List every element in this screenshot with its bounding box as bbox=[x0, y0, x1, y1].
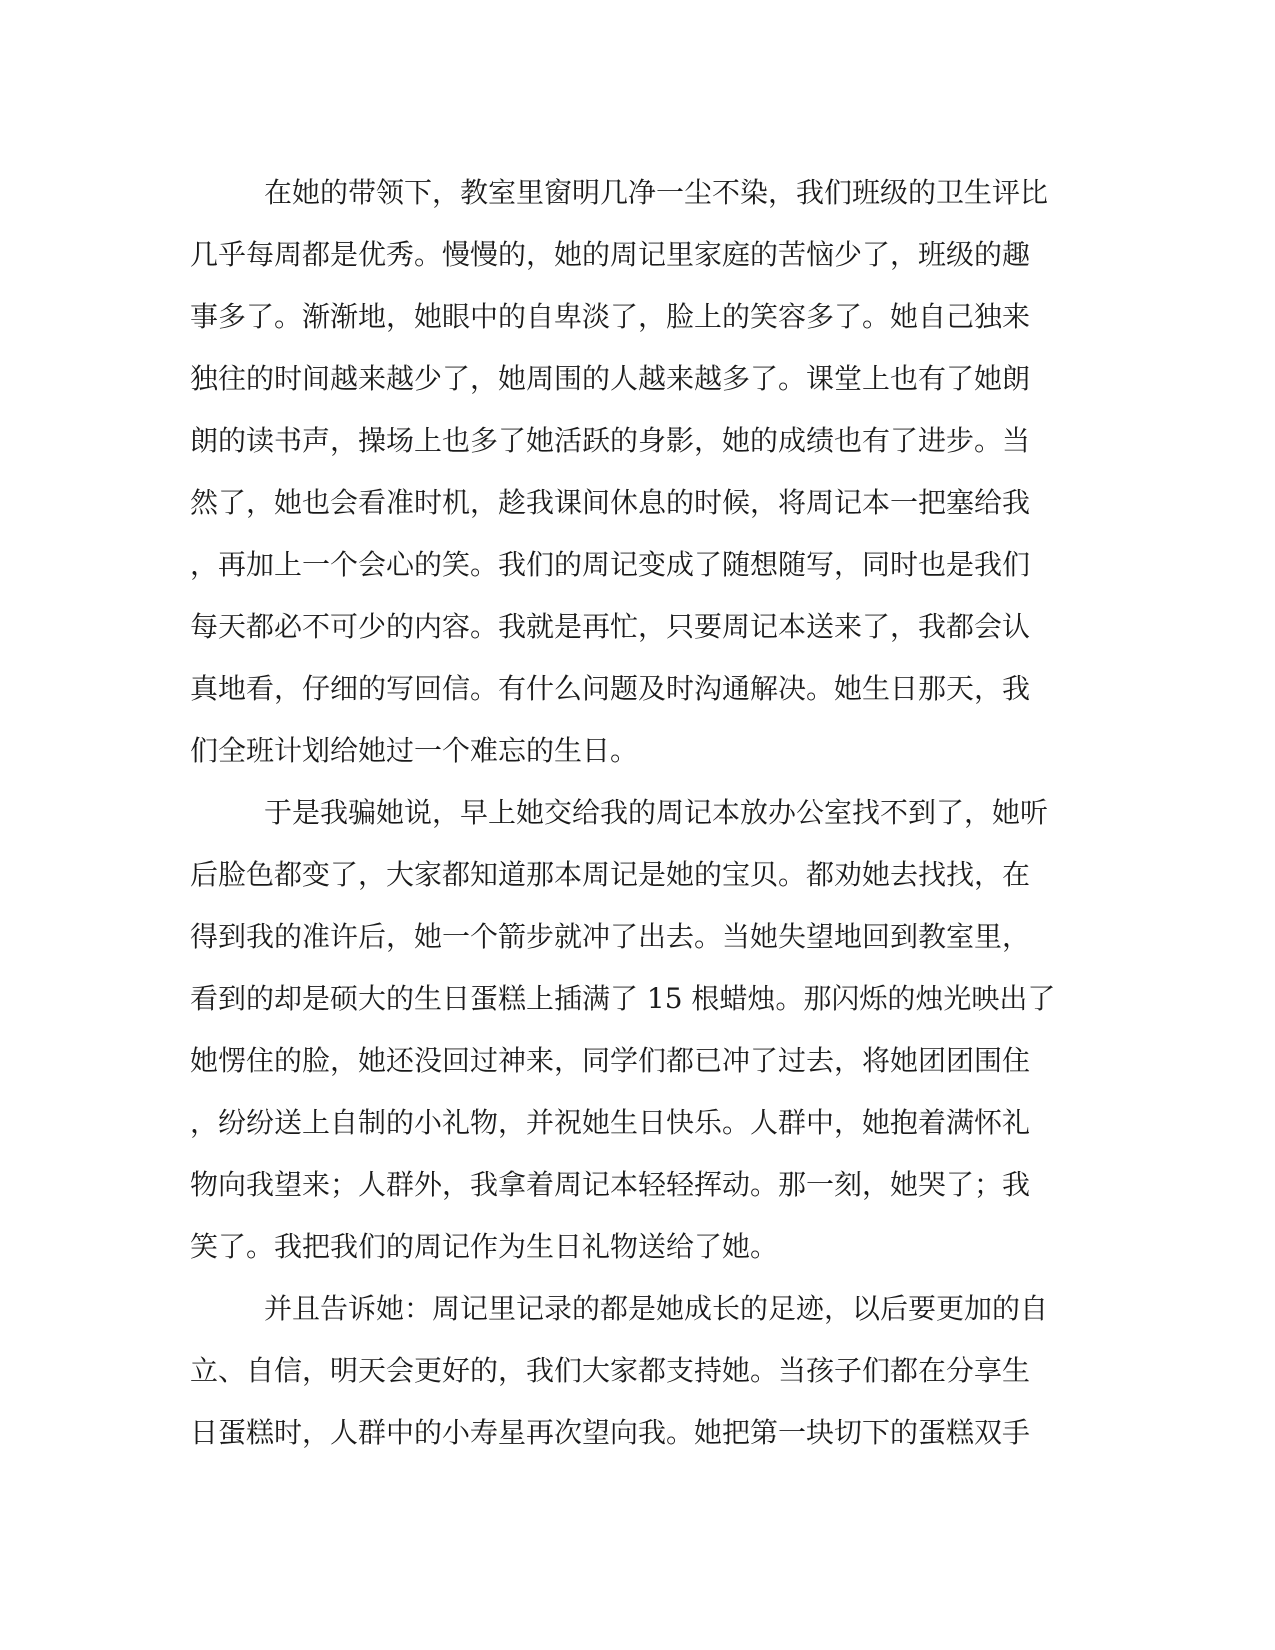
paragraph-line: 在她的带领下，教室里窗明几净一尘不染，我们班级的卫生评比 bbox=[264, 176, 1049, 209]
paragraph-line: 朗的读书声，操场上也多了她活跃的身影，她的成绩也有了进步。当 bbox=[190, 424, 1031, 457]
paragraph-line: 她愣住的脸，她还没回过神来，同学们都已冲了过去，将她团团围住 bbox=[190, 1044, 1031, 1077]
paragraph-line: 事多了。渐渐地，她眼中的自卑淡了，脸上的笑容多了。她自己独来 bbox=[190, 300, 1031, 333]
paragraph-line: 笑了。我把我们的周记作为生日礼物送给了她。 bbox=[190, 1230, 779, 1263]
paragraph-line: 然了，她也会看准时机，趁我课间休息的时候，将周记本一把塞给我 bbox=[190, 486, 1031, 519]
paragraph-line: 得到我的准许后，她一个箭步就冲了出去。当她失望地回到教室里， bbox=[190, 920, 1031, 953]
paragraph-line: 物向我望来；人群外，我拿着周记本轻轻挥动。那一刻，她哭了；我 bbox=[190, 1168, 1031, 1201]
paragraph-line: 每天都必不可少的内容。我就是再忙，只要周记本送来了，我都会认 bbox=[190, 610, 1031, 643]
paragraph-3 bbox=[190, 1278, 1070, 1464]
paragraph-line: 并且告诉她：周记里记录的都是她成长的足迹，以后要更加的自 bbox=[264, 1292, 1049, 1325]
paragraph-line: 真地看，仔细的写回信。有什么问题及时沟通解决。她生日那天，我 bbox=[190, 672, 1031, 705]
paragraph-line: 于是我骗她说，早上她交给我的周记本放办公室找不到了，她听 bbox=[264, 796, 1049, 829]
paragraph-line: 后脸色都变了，大家都知道那本周记是她的宝贝。都劝她去找找，在 bbox=[190, 858, 1031, 891]
paragraph-2 bbox=[190, 782, 1070, 1278]
body-text bbox=[190, 162, 1070, 1464]
paragraph-line: 们全班计划给她过一个难忘的生日。 bbox=[190, 734, 639, 767]
paragraph-line: 几乎每周都是优秀。慢慢的，她的周记里家庭的苦恼少了，班级的趣 bbox=[190, 238, 1031, 271]
paragraph-line: 看到的却是硕大的生日蛋糕上插满了 15 根蜡烛。那闪烁的烛光映出了 bbox=[190, 982, 1056, 1015]
paragraph-line: ，再加上一个会心的笑。我们的周记变成了随想随写，同时也是我们 bbox=[190, 548, 1031, 581]
paragraph-line: 独往的时间越来越少了，她周围的人越来越多了。课堂上也有了她朗 bbox=[190, 362, 1031, 395]
paragraph-line: ，纷纷送上自制的小礼物，并祝她生日快乐。人群中，她抱着满怀礼 bbox=[190, 1106, 1031, 1139]
paragraph-line: 立、自信，明天会更好的，我们大家都支持她。当孩子们都在分享生 bbox=[190, 1354, 1031, 1387]
paragraph-1 bbox=[190, 162, 1070, 782]
paragraph-line: 日蛋糕时，人群中的小寿星再次望向我。她把第一块切下的蛋糕双手 bbox=[190, 1416, 1031, 1449]
